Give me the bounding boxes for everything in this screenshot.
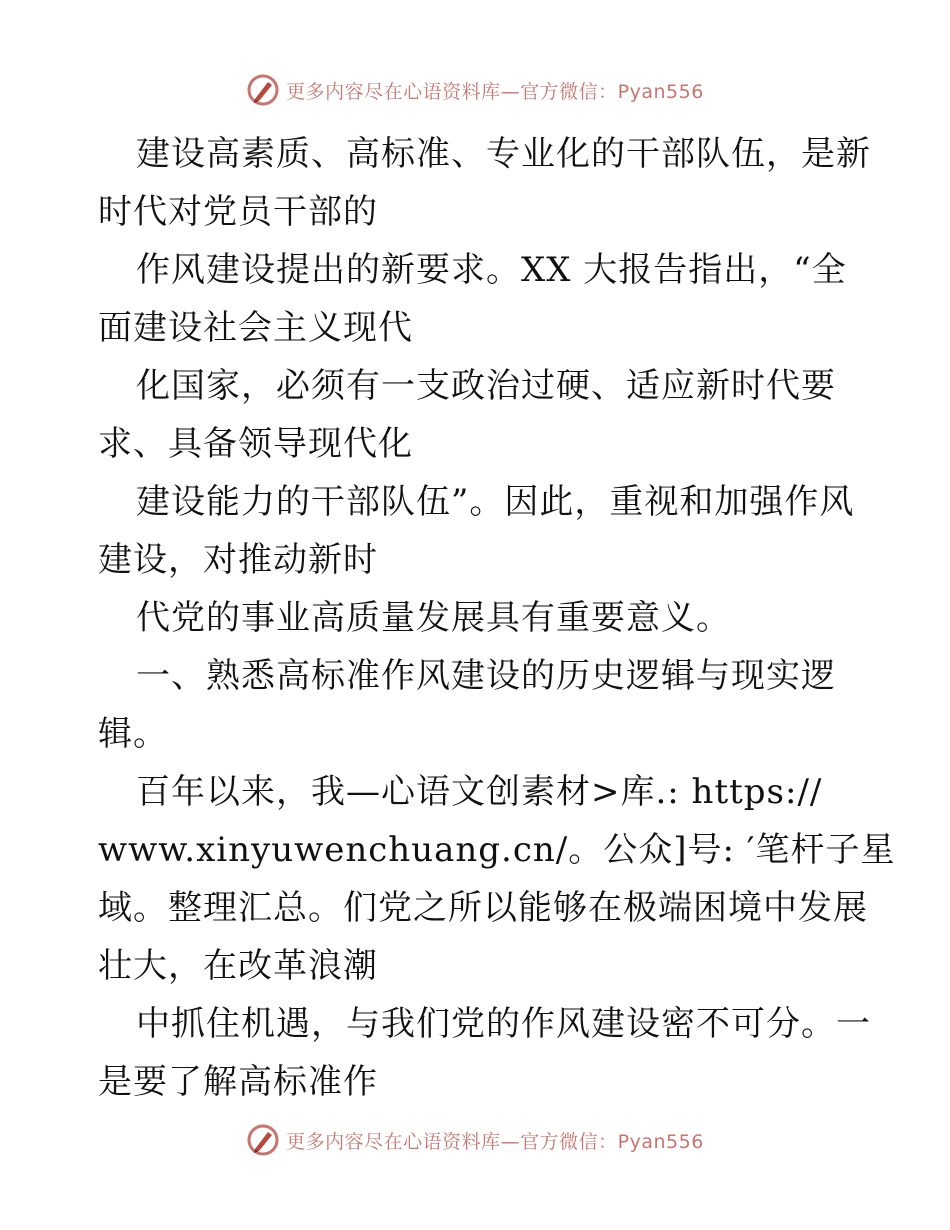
body-line: 作风建设提出的新要求。XX 大报告指出，“全 bbox=[136, 250, 847, 290]
body-line: 建设高素质、高标准、专业化的干部队伍，是新 bbox=[136, 134, 871, 174]
section-heading-line: 辑。 bbox=[98, 714, 168, 754]
document-body bbox=[98, 125, 896, 1111]
pen-nib-logo-icon bbox=[246, 1123, 280, 1157]
body-line: 面建设社会主义现代 bbox=[98, 308, 413, 348]
pen-nib-logo-icon bbox=[246, 73, 280, 107]
footer-banner-text: 更多内容尽在心语资料库—官方微信：Pyan556 bbox=[286, 1130, 704, 1153]
body-line: 建设，对推动新时 bbox=[98, 540, 378, 580]
header-banner bbox=[0, 70, 950, 110]
body-line: 时代对党员干部的 bbox=[98, 192, 378, 232]
body-line: 百年以来，我—心语文创素材>库.: https:// bbox=[136, 772, 823, 812]
body-line: 建设能力的干部队伍”。因此，重视和加强作风 bbox=[136, 482, 855, 522]
body-line: 中抓住机遇，与我们党的作风建设密不可分。一 bbox=[136, 1004, 871, 1044]
body-line: 代党的事业高质量发展具有重要意义。 bbox=[136, 598, 731, 638]
header-banner-text: 更多内容尽在心语资料库—官方微信：Pyan556 bbox=[286, 80, 704, 103]
body-line: 是要了解高标准作 bbox=[98, 1062, 378, 1102]
body-line: 求、具备领导现代化 bbox=[98, 424, 413, 464]
body-line: 化国家，必须有一支政治过硬、适应新时代要 bbox=[136, 366, 836, 406]
section-heading-line: 一、熟悉高标准作风建设的历史逻辑与现实逻 bbox=[136, 656, 836, 696]
body-line: 壮大，在改革浪潮 bbox=[98, 946, 378, 986]
body-line: 域。整理汇总。们党之所以能够在极端困境中发展 bbox=[98, 888, 868, 928]
body-line: www.xinyuwenchuang.cn/。公众]号: ′笔杆子星 bbox=[98, 830, 896, 870]
footer-banner bbox=[0, 1120, 950, 1160]
